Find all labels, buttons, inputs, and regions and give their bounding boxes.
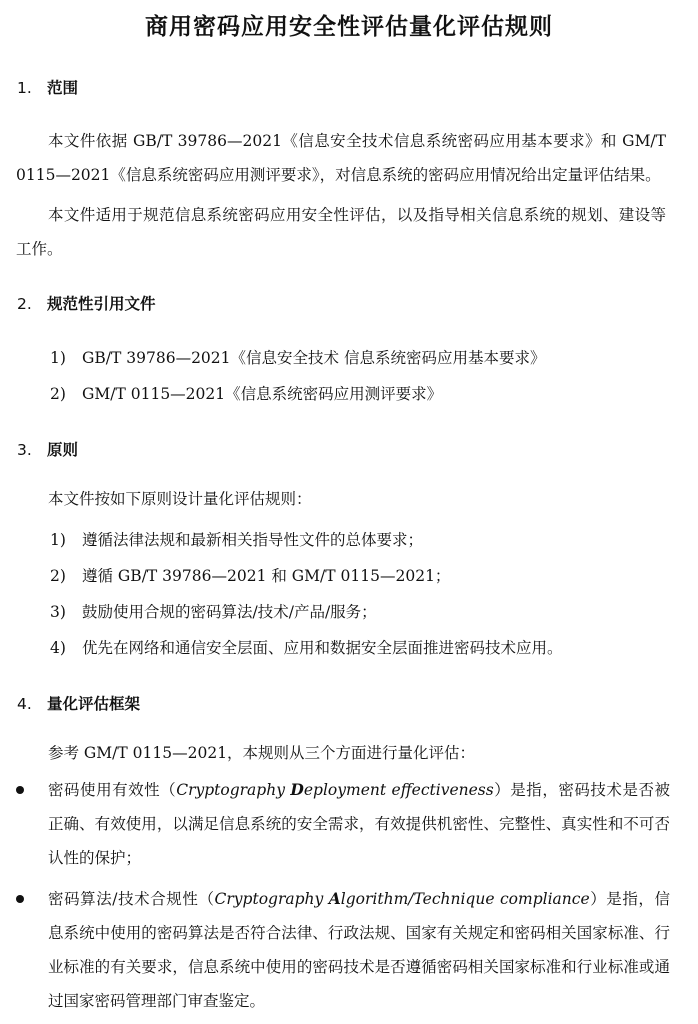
bullet-lead: 密码使用有效性（ xyxy=(48,781,177,799)
section-heading-scope xyxy=(17,76,78,98)
list-item xyxy=(50,528,423,550)
list-item xyxy=(50,382,442,404)
section-number: 4. xyxy=(17,695,32,713)
section-number: 1. xyxy=(17,79,32,97)
section-title: 范围 xyxy=(47,79,79,97)
bullet-item-algorithm-compliance xyxy=(16,882,670,1018)
framework-intro: 参考 GM/T 0115—2021，本规则从三个方面进行量化评估： xyxy=(48,744,476,762)
list-text: 鼓励使用合规的密码算法/技术/产品/服务； xyxy=(82,603,377,621)
section-number: 2. xyxy=(17,295,32,313)
term-en: Cryptography xyxy=(214,890,329,908)
scope-paragraph-1: 本文件依据 GB/T 39786—2021《信息安全技术信息系统密码应用基本要求》和 GM/T 0115—2021《信息系统密码应用测评要求》，对信息系统的密码应用情况给出定量评估结果。 xyxy=(16,132,666,184)
list-marker: 2) xyxy=(50,567,66,585)
bullet-item-deployment-effectiveness xyxy=(16,773,670,875)
scope-paragraph-2: 本文件适用于规范信息系统密码应用安全性评估，以及指导相关信息系统的规划、建设等工作。 xyxy=(16,206,666,258)
list-marker: 3) xyxy=(50,603,66,621)
bullet-text xyxy=(48,773,670,875)
bullet-rest: ）是指，密码技术是否被正确、有效使用，以满足信息系统的安全需求，有效提供机密性、完整性、真实性和不可否认性的保护； xyxy=(48,781,670,867)
section-heading-principles xyxy=(17,438,78,460)
list-marker: 1) xyxy=(50,349,66,367)
bullet-text xyxy=(48,882,670,1018)
list-item xyxy=(50,564,450,586)
list-text: 遵循法律法规和最新相关指导性文件的总体要求； xyxy=(82,531,424,549)
list-marker: 2) xyxy=(50,385,66,403)
list-text: 遵循 GB/T 39786—2021 和 GM/T 0115—2021； xyxy=(82,567,451,585)
section-title: 量化评估框架 xyxy=(47,695,141,713)
list-item xyxy=(50,636,563,658)
term-en: lgorithm/Technique compliance xyxy=(340,890,590,908)
term-en-initial: A xyxy=(328,889,341,908)
section-number: 3. xyxy=(17,441,32,459)
document-title: 商用密码应用安全性评估量化评估规则 xyxy=(145,14,553,40)
term-en-initial: D xyxy=(290,780,304,799)
list-marker: 1) xyxy=(50,531,66,549)
section-title: 规范性引用文件 xyxy=(47,295,156,313)
section-heading-framework xyxy=(17,692,140,714)
list-item xyxy=(50,600,377,622)
bullet-rest: ）是指，信息系统中使用的密码算法是否符合法律、行政法规、国家有关规定和密码相关国家标准、行业标准的有关要求，信息系统中使用的密码技术是否遵循密码相关国家标准和行业标准或通过国家密码管理部门审查鉴定。 xyxy=(48,890,670,1010)
list-item xyxy=(50,346,545,368)
term-en: eployment effectiveness xyxy=(303,781,494,799)
list-marker: 4) xyxy=(50,639,66,657)
list-text: GB/T 39786—2021《信息安全技术 信息系统密码应用基本要求》 xyxy=(82,349,546,367)
bullet-icon xyxy=(16,895,24,903)
term-en: Cryptography xyxy=(176,781,291,799)
section-heading-references xyxy=(17,292,156,314)
list-text: GM/T 0115—2021《信息系统密码应用测评要求》 xyxy=(82,385,443,403)
list-text: 优先在网络和通信安全层面、应用和数据安全层面推进密码技术应用。 xyxy=(82,639,563,657)
principles-intro: 本文件按如下原则设计量化评估规则： xyxy=(48,490,312,508)
bullet-icon xyxy=(16,786,24,794)
section-title: 原则 xyxy=(47,441,79,459)
bullet-lead: 密码算法/技术合规性（ xyxy=(48,890,215,908)
